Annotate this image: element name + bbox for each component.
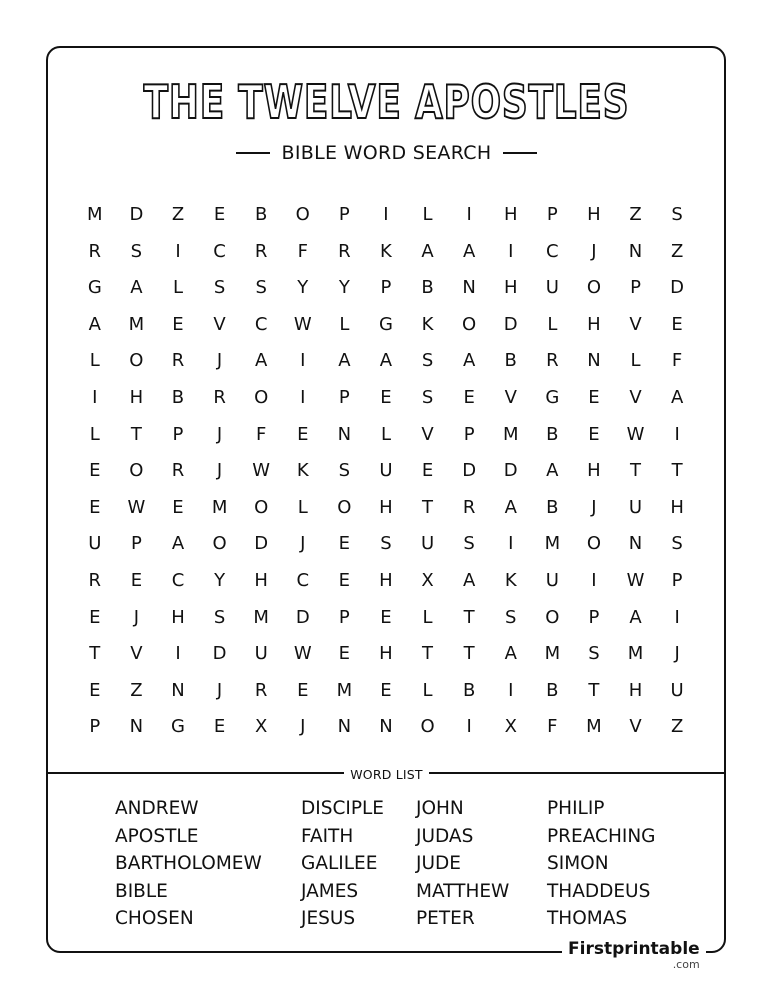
grid-cell: C <box>296 569 310 591</box>
word-item: JESUS <box>301 908 356 929</box>
grid-cell: P <box>630 277 641 299</box>
grid-cell: Y <box>338 277 350 299</box>
word-item: FAITH <box>301 825 354 847</box>
grid-cell: B <box>546 679 559 701</box>
grid-cell: N <box>337 423 352 445</box>
grid-cell: S <box>255 277 267 299</box>
grid-cell: N <box>129 716 144 738</box>
grid-cell: E <box>463 386 475 408</box>
grid-cell: S <box>213 277 226 299</box>
subtitle-dash-right <box>503 152 537 154</box>
grid-cell: A <box>462 240 476 262</box>
grid-cell: A <box>171 533 185 555</box>
grid-cell: G <box>171 716 185 738</box>
grid-cell: W <box>626 569 645 591</box>
grid-cell: E <box>380 606 392 628</box>
grid-cell: Y <box>214 569 226 591</box>
grid-cell: D <box>462 460 477 482</box>
grid-cell: O <box>129 460 144 482</box>
grid-cell: M <box>336 679 353 701</box>
grid-cell: R <box>462 496 476 518</box>
grid-cell: O <box>545 606 560 628</box>
word-item: BARTHOLOMEW <box>115 853 262 874</box>
grid-cell: U <box>88 533 102 555</box>
grid-cell: F <box>297 240 308 262</box>
grid-cell: J <box>674 643 680 665</box>
grid-cell: H <box>254 569 268 591</box>
grid-cell: R <box>88 569 102 591</box>
grid-cell: N <box>628 240 643 262</box>
brand-logo <box>562 938 706 971</box>
grid-cell: P <box>671 569 683 591</box>
grid-cell: H <box>503 204 518 225</box>
grid-cell: U <box>545 569 559 591</box>
word-item: MATTHEW <box>416 880 510 902</box>
grid-cell: G <box>87 277 102 299</box>
grid-cell: S <box>130 240 143 262</box>
grid-cell: V <box>421 423 434 445</box>
grid-cell: W <box>293 643 312 665</box>
grid-cell: P <box>338 386 350 408</box>
grid-cell: L <box>297 496 308 518</box>
grid-cell: F <box>547 716 558 738</box>
grid-cell: L <box>422 204 433 225</box>
word-item: PHILIP <box>547 798 605 819</box>
grid-cell: E <box>89 606 101 628</box>
grid-cell: M <box>586 716 602 738</box>
grid-cell: O <box>212 533 227 555</box>
grid-cell: X <box>421 569 434 591</box>
grid-cell: M <box>128 313 145 335</box>
grid-cell: X <box>504 716 517 738</box>
grid-cell: E <box>671 313 683 335</box>
grid-cell: M <box>502 423 519 445</box>
grid-cell: C <box>171 569 185 591</box>
grid-cell: N <box>462 277 476 299</box>
grid-cell: F <box>671 350 683 372</box>
grid-cell: K <box>380 240 392 262</box>
grid-cell: K <box>421 313 434 335</box>
grid-cell: R <box>338 240 351 262</box>
grid-cell: U <box>420 533 435 555</box>
word-list-label: WORD LIST <box>344 767 429 782</box>
grid-cell: L <box>89 350 100 372</box>
word-item: THOMAS <box>547 908 628 929</box>
grid-cell: D <box>503 460 518 482</box>
grid-cell: L <box>89 423 100 445</box>
grid-cell: N <box>587 350 601 372</box>
grid-cell: H <box>587 204 601 225</box>
grid-cell: E <box>89 496 101 518</box>
grid-cell: R <box>88 240 102 262</box>
grid-cell: I <box>591 569 597 591</box>
grid-cell: E <box>213 204 226 225</box>
grid-cell: V <box>629 386 642 408</box>
word-list-column-3 <box>416 795 509 933</box>
grid-cell: O <box>254 386 269 408</box>
grid-cell: M <box>544 533 561 555</box>
grid-cell: M <box>211 496 228 518</box>
word-item: BIBLE <box>115 880 168 902</box>
brand-name: Firstprintable <box>568 939 700 959</box>
grid-cell: I <box>383 204 389 225</box>
grid-cell: A <box>629 606 642 628</box>
grid-cell: T <box>463 606 475 628</box>
grid-cell: I <box>175 240 181 262</box>
grid-cell: G <box>545 386 560 408</box>
grid-cell: W <box>626 423 645 445</box>
grid-cell: U <box>545 277 559 299</box>
grid-cell: A <box>130 277 143 299</box>
grid-cell: B <box>421 277 434 299</box>
grid-cell: J <box>300 716 306 738</box>
grid-cell: A <box>379 350 393 372</box>
grid-cell: K <box>504 569 517 591</box>
word-item: SIMON <box>547 853 609 874</box>
grid-cell: E <box>338 533 351 555</box>
page-title: THE TWELVE APOSTLES <box>143 75 630 129</box>
grid-cell: E <box>380 679 392 701</box>
grid-cell: P <box>463 423 475 445</box>
grid-cell: A <box>670 386 684 408</box>
grid-cell: I <box>300 386 306 408</box>
grid-cell: P <box>130 533 142 555</box>
grid-cell: H <box>379 569 393 591</box>
grid-cell: P <box>89 716 101 738</box>
word-list-column-2 <box>301 795 384 933</box>
grid-cell: H <box>129 386 144 408</box>
grid-cell: U <box>254 643 268 665</box>
grid-cell: T <box>630 460 642 482</box>
grid-cell: L <box>172 277 183 299</box>
grid-cell: P <box>588 606 600 628</box>
subtitle-dash-left <box>236 152 270 154</box>
grid-cell: I <box>508 240 514 262</box>
grid-cell: V <box>130 643 143 665</box>
grid-cell: T <box>463 643 475 665</box>
grid-cell: P <box>380 277 392 299</box>
grid-cell: A <box>421 240 434 262</box>
grid-cell: B <box>254 204 268 225</box>
grid-cell: S <box>463 533 475 555</box>
word-item: APOSTLE <box>115 825 199 847</box>
word-list-heading <box>0 764 773 783</box>
grid-cell: D <box>295 606 310 628</box>
grid-cell: N <box>337 716 352 738</box>
grid-cell: A <box>88 313 101 335</box>
brand-tld: .com <box>672 958 700 971</box>
grid-cell: H <box>379 643 393 665</box>
word-item: JUDAS <box>416 825 474 847</box>
word-item: CHOSEN <box>115 908 194 929</box>
grid-cell: V <box>504 386 517 408</box>
grid-cell: H <box>379 496 393 518</box>
grid-cell: R <box>546 350 559 372</box>
grid-cell: E <box>588 423 600 445</box>
grid-cell: T <box>422 496 434 518</box>
grid-cell: M <box>87 204 103 225</box>
grid-cell: S <box>505 606 517 628</box>
grid-cell: M <box>544 643 561 665</box>
grid-cell: S <box>421 386 434 408</box>
grid-cell: V <box>213 313 226 335</box>
word-item: DISCIPLE <box>301 798 384 819</box>
grid-cell: I <box>674 606 680 628</box>
grid-cell: L <box>339 313 350 335</box>
grid-cell: N <box>171 679 185 701</box>
grid-cell: S <box>213 606 226 628</box>
grid-cell: R <box>171 460 185 482</box>
grid-cell: M <box>627 643 644 665</box>
grid-cell: V <box>629 716 642 738</box>
grid-cell: A <box>255 350 268 372</box>
grid-cell: M <box>253 606 269 628</box>
grid-cell: B <box>546 496 559 518</box>
grid-cell: S <box>380 533 392 555</box>
grid-cell: A <box>546 460 559 482</box>
grid-cell: R <box>213 386 226 408</box>
grid-cell: I <box>674 423 680 445</box>
grid-cell: G <box>378 313 393 335</box>
grid-cell: X <box>255 716 268 738</box>
word-item: JUDE <box>416 853 461 874</box>
grid-cell: A <box>462 569 476 591</box>
grid-cell: Z <box>670 240 684 262</box>
grid-cell: H <box>628 679 643 701</box>
grid-cell: S <box>338 460 351 482</box>
grid-cell: I <box>300 350 306 372</box>
grid-cell: E <box>297 679 309 701</box>
grid-cell: O <box>129 350 144 372</box>
grid-cell: D <box>670 277 685 299</box>
grid-cell: E <box>297 423 309 445</box>
grid-cell: E <box>421 460 434 482</box>
grid-cell: U <box>670 679 684 701</box>
grid-cell: T <box>671 460 683 482</box>
grid-cell: N <box>379 716 393 738</box>
grid-cell: F <box>255 423 267 445</box>
subtitle-row <box>0 140 773 166</box>
grid-cell: O <box>254 496 269 518</box>
grid-cell: U <box>628 496 643 518</box>
grid-cell: E <box>172 496 184 518</box>
word-item: JAMES <box>301 880 359 902</box>
grid-cell: B <box>504 350 517 372</box>
grid-cell: P <box>172 423 184 445</box>
grid-cell: U <box>379 460 393 482</box>
grid-cell: E <box>89 679 101 701</box>
grid-cell: A <box>462 350 476 372</box>
grid-cell: W <box>293 313 312 335</box>
grid-cell: T <box>89 643 101 665</box>
grid-cell: J <box>133 606 140 628</box>
grid-cell: E <box>172 313 184 335</box>
grid-cell: J <box>591 496 597 518</box>
word-list-column-4 <box>547 795 656 933</box>
grid-cell: C <box>213 240 226 262</box>
grid-cell: T <box>130 423 142 445</box>
grid-cell: W <box>252 460 271 482</box>
word-item: JOHN <box>416 798 464 819</box>
grid-cell: R <box>171 350 185 372</box>
grid-cell: T <box>422 643 434 665</box>
grid-cell: B <box>462 679 476 701</box>
word-item: GALILEE <box>301 853 378 874</box>
grid-cell: O <box>337 496 352 518</box>
grid-cell: S <box>588 643 600 665</box>
grid-cell: Z <box>670 716 684 738</box>
grid-cell: J <box>216 679 223 701</box>
grid-cell: E <box>130 569 143 591</box>
grid-cell: Z <box>130 679 143 701</box>
grid-cell: E <box>588 386 600 408</box>
grid-cell: E <box>213 716 226 738</box>
grid-cell: S <box>671 533 683 555</box>
grid-cell: S <box>671 204 683 225</box>
grid-cell: K <box>296 460 309 482</box>
word-list-column-1 <box>115 795 262 933</box>
word-item: PETER <box>416 908 475 929</box>
grid-cell: C <box>254 313 268 335</box>
grid-cell: B <box>546 423 559 445</box>
grid-cell: L <box>547 313 558 335</box>
grid-cell: O <box>586 277 601 299</box>
grid-cell: T <box>588 679 600 701</box>
grid-cell: J <box>216 460 223 482</box>
grid-cell: I <box>466 204 472 225</box>
grid-cell: D <box>254 533 269 555</box>
grid-cell: L <box>422 679 433 701</box>
grid-cell: L <box>630 350 641 372</box>
grid-cell: I <box>175 643 181 665</box>
grid-cell: L <box>380 423 391 445</box>
grid-cell: V <box>629 313 642 335</box>
word-item: THADDEUS <box>547 880 651 902</box>
grid-cell: D <box>503 313 518 335</box>
grid-cell: E <box>338 569 351 591</box>
grid-cell: H <box>503 277 518 299</box>
grid-cell: R <box>254 240 268 262</box>
grid-cell: O <box>586 533 601 555</box>
grid-cell: P <box>338 606 350 628</box>
grid-cell: J <box>216 350 223 372</box>
grid-cell: L <box>422 606 433 628</box>
grid-cell: J <box>216 423 223 445</box>
grid-cell: R <box>254 679 268 701</box>
grid-cell: A <box>504 496 517 518</box>
grid-cell: N <box>628 533 643 555</box>
grid-cell: H <box>587 313 601 335</box>
grid-cell: I <box>508 533 514 555</box>
grid-cell: O <box>295 204 310 225</box>
grid-cell: H <box>171 606 185 628</box>
grid-cell: I <box>466 716 472 738</box>
word-item: ANDREW <box>115 798 199 819</box>
grid-cell: I <box>508 679 514 701</box>
grid-cell: D <box>212 643 227 665</box>
letter-grid <box>74 197 699 746</box>
grid-cell: Z <box>171 204 185 225</box>
grid-cell: Y <box>297 277 309 299</box>
grid-cell: J <box>591 240 597 262</box>
grid-cell: D <box>129 204 144 225</box>
grid-cell: P <box>338 204 350 225</box>
grid-cell: H <box>670 496 684 518</box>
page-subtitle: BIBLE WORD SEARCH <box>281 142 492 164</box>
word-list <box>0 795 773 935</box>
grid-cell: I <box>92 386 98 408</box>
grid-cell: E <box>89 460 101 482</box>
grid-cell: Z <box>629 204 642 225</box>
grid-cell: O <box>420 716 435 738</box>
grid-cell: O <box>462 313 477 335</box>
grid-cell: H <box>587 460 601 482</box>
grid-cell: A <box>504 643 517 665</box>
grid-cell: C <box>546 240 559 262</box>
grid-cell: E <box>380 386 392 408</box>
grid-cell: J <box>300 533 306 555</box>
grid-cell: S <box>421 350 434 372</box>
grid-cell: B <box>171 386 185 408</box>
grid-cell: W <box>127 496 146 518</box>
grid-cell: P <box>546 204 558 225</box>
grid-cell: A <box>338 350 351 372</box>
word-item: PREACHING <box>547 825 656 847</box>
grid-cell: E <box>338 643 351 665</box>
